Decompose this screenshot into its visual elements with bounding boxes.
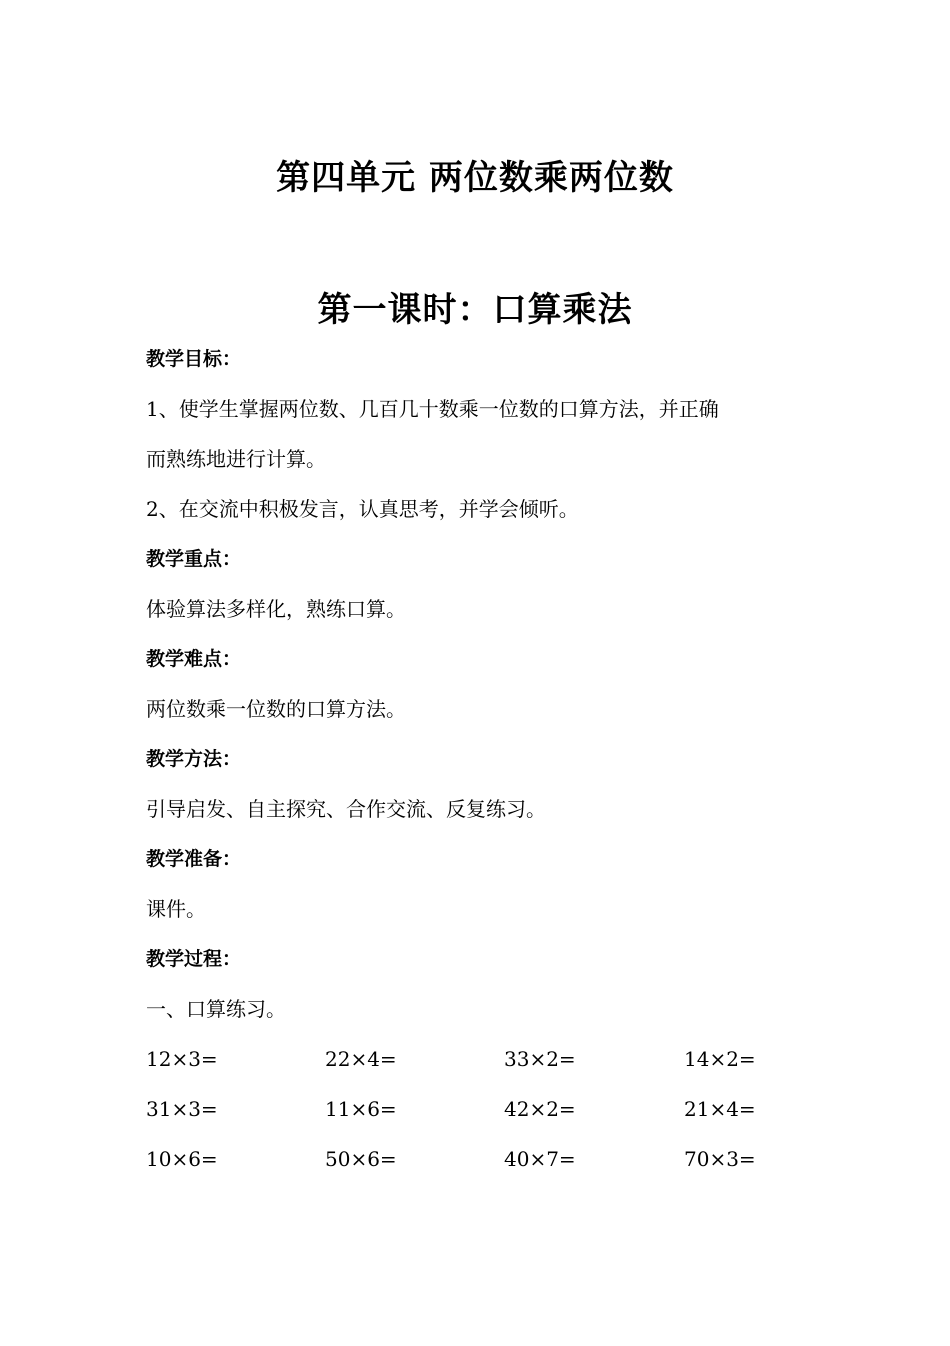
exercise-item: 21×4= [684, 1097, 756, 1121]
unit-title: 第四单元 两位数乘两位数 [276, 158, 674, 198]
exercise-row [146, 1146, 826, 1172]
key-points-heading: 教学重点： [146, 548, 242, 570]
goal-1-line-1: 1、使学生掌握两位数、几百几十数乘一位数的口算方法，并正确 [146, 397, 719, 421]
method-text: 引导启发、自主探究、合作交流、反复练习。 [146, 797, 546, 821]
goal-1-line-2: 而熟练地进行计算。 [146, 447, 326, 471]
exercise-item: 33×2= [504, 1047, 576, 1071]
exercise-item: 31×3= [146, 1097, 218, 1121]
method-heading: 教学方法： [146, 748, 242, 770]
lesson-title: 第一课时：口算乘法 [317, 290, 633, 330]
exercise-item: 10×6= [146, 1147, 218, 1171]
exercise-row [146, 1046, 826, 1072]
goal-2: 2、在交流中积极发言，认真思考，并学会倾听。 [146, 497, 579, 521]
difficulty-text: 两位数乘一位数的口算方法。 [146, 697, 406, 721]
exercise-item: 70×3= [684, 1147, 756, 1171]
exercise-item: 12×3= [146, 1047, 218, 1071]
exercise-item: 14×2= [684, 1047, 756, 1071]
exercise-item: 40×7= [504, 1147, 576, 1171]
process-heading: 教学过程： [146, 948, 242, 970]
exercise-item: 42×2= [504, 1097, 576, 1121]
preparation-heading: 教学准备： [146, 848, 242, 870]
difficulty-heading: 教学难点： [146, 648, 242, 670]
exercise-item: 50×6= [325, 1147, 397, 1171]
key-points-text: 体验算法多样化，熟练口算。 [146, 597, 406, 621]
exercise-row [146, 1096, 826, 1122]
exercise-item: 11×6= [325, 1097, 397, 1121]
preparation-text: 课件。 [146, 897, 206, 921]
goals-heading: 教学目标： [146, 348, 242, 370]
exercise-item: 22×4= [325, 1047, 397, 1071]
process-step-1: 一、口算练习。 [146, 997, 286, 1021]
